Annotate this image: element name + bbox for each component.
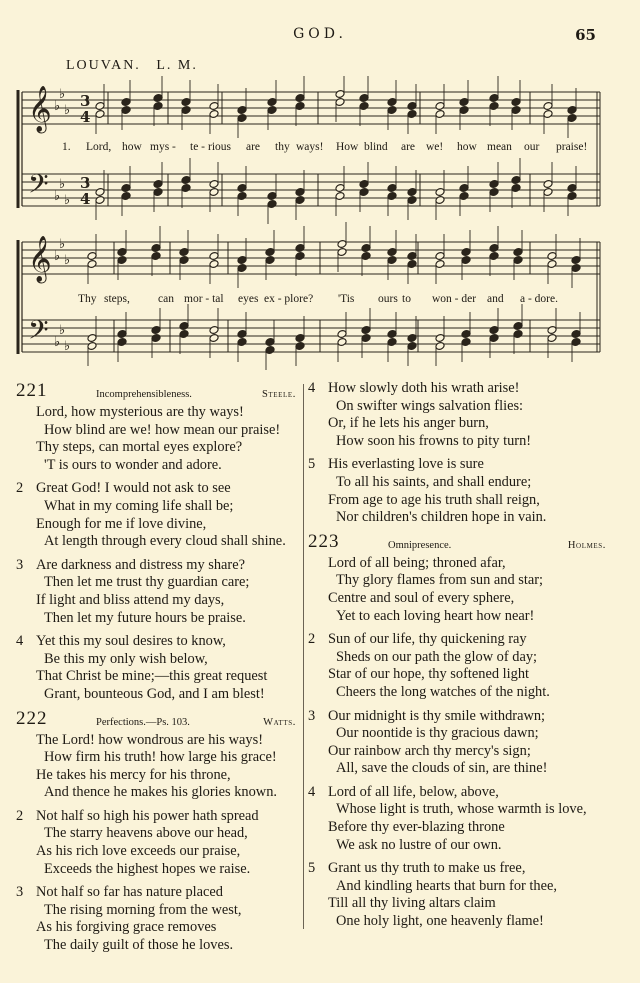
lyric-syllable: and [487, 293, 504, 305]
stanza [306, 631, 610, 701]
verse-line: Our noontide is thy gracious dawn; [336, 725, 539, 742]
verse-line: Thy glory flames from sun and star; [336, 572, 544, 589]
flat-icon: ♭ [54, 335, 61, 350]
note-head [547, 260, 557, 269]
verse-line: Grant, bounteous God, and I am blest! [44, 685, 265, 702]
note-head [265, 256, 275, 265]
note-head [267, 200, 277, 209]
note-head [387, 192, 397, 201]
note-head [295, 188, 305, 197]
flat-icon: ♭ [54, 249, 61, 264]
note-head [547, 334, 557, 343]
note-head [295, 244, 305, 253]
lyrics-row-2 [78, 293, 558, 305]
note-head [153, 180, 163, 189]
flat-icon: ♭ [59, 87, 66, 102]
verse-line: Or, if he lets his anger burn, [328, 415, 489, 432]
treble-clef-icon: 𝄞 [28, 236, 52, 282]
verse-line: Thy steps, can mortal eyes explore? [36, 439, 243, 456]
note-head [337, 248, 347, 257]
verse-number: 3 [16, 884, 24, 901]
note-head [335, 98, 345, 107]
lyric-syllable: te - [190, 141, 206, 153]
flat-icon: ♭ [64, 253, 71, 268]
note-head [267, 98, 277, 107]
verse-line: On swifter wings salvation flies: [336, 397, 524, 414]
note-head [337, 240, 347, 249]
note-head [513, 248, 523, 257]
note-head [179, 256, 189, 265]
verse-line: Lord of all life, below, above, [328, 783, 499, 800]
verse-line: To all his saints, and shall endure; [336, 473, 532, 490]
verse-line: From age to age his truth shall reign, [328, 491, 540, 508]
verse-line: The Lord! how wondrous are his ways! [36, 731, 263, 748]
note-head [267, 106, 277, 115]
note-head [295, 102, 305, 111]
lyric-syllable: can [158, 293, 174, 305]
note-head [237, 256, 247, 265]
verse-number: 3 [16, 556, 24, 573]
verse-line: How firm his truth! how large his grace! [44, 749, 277, 766]
time-signature: 3 [80, 92, 91, 110]
lyrics-row-1 [62, 141, 587, 153]
verse-line: All, save the clouds of sin, are thine! [336, 760, 548, 777]
note-head [435, 334, 445, 343]
note-head [359, 188, 369, 197]
lyric-syllable: mean [487, 141, 512, 153]
note-head [237, 338, 247, 347]
verse-line: The daily guilt of those he loves. [44, 937, 234, 954]
note-head [513, 322, 523, 331]
verse-number: 5 [308, 456, 316, 473]
note-head [407, 260, 417, 269]
note-head [95, 196, 105, 205]
hymn-author: Holmes. [567, 539, 606, 551]
note-head [121, 106, 131, 115]
verse-line: As his forgiving grace removes [36, 919, 217, 936]
note-head [407, 334, 417, 343]
lyric-syllable: ex - plore? [264, 293, 314, 305]
stanza [306, 784, 610, 854]
verse-line: Yet this my soul desires to know, [36, 633, 226, 650]
note-head [459, 98, 469, 107]
note-head [435, 188, 445, 197]
stanza [14, 884, 300, 954]
lyric-syllable: mor - tal [184, 293, 224, 305]
note-head [117, 338, 127, 347]
note-head [359, 180, 369, 189]
lyric-syllable: 'Tis [338, 293, 355, 305]
note-head [513, 330, 523, 339]
flat-icon: ♭ [64, 339, 71, 354]
bass-clef-icon: 𝄢 [28, 314, 49, 352]
flat-icon: ♭ [64, 103, 71, 118]
page-number: 65 [575, 26, 596, 44]
note-head [511, 184, 521, 193]
note-head [543, 180, 553, 189]
lyric-syllable: praise! [556, 141, 588, 153]
lyric-syllable: a - dore. [520, 293, 558, 305]
note-head [295, 334, 305, 343]
note-head [547, 252, 557, 261]
note-head [567, 114, 577, 123]
note-head [265, 346, 275, 355]
verse-line: Exceeds the highest hopes we raise. [44, 860, 251, 877]
hymn-number: 223 [308, 530, 340, 552]
note-head [237, 106, 247, 115]
verse-line: His everlasting love is sure [328, 456, 484, 473]
verse-line: Grant us thy truth to make us free, [328, 860, 526, 877]
verse-line: The rising morning from the west, [44, 901, 242, 918]
verse-line: If light and bliss attend my days, [36, 591, 225, 608]
verse-line: Whose light is truth, whose warmth is love, [336, 801, 587, 818]
verse-line: Centre and soul of every sphere, [328, 589, 515, 606]
lyric-syllable: How [336, 141, 359, 153]
lyric-syllable: blind [364, 141, 388, 153]
verse-line: What in my coming life shall be; [44, 497, 234, 514]
note-head [209, 180, 219, 189]
note-head [513, 256, 523, 265]
note-head [461, 248, 471, 257]
lyric-syllable: we! [426, 141, 444, 153]
note-head [459, 192, 469, 201]
stanza [306, 555, 610, 625]
hymn-heading [14, 382, 300, 404]
note-head [181, 106, 191, 115]
hymn-heading [306, 530, 610, 555]
note-head [121, 98, 131, 107]
note-head [571, 330, 581, 339]
note-head [361, 334, 371, 343]
lyric-syllable: how [122, 141, 142, 153]
note-head [489, 326, 499, 335]
note-head [209, 102, 219, 111]
note-head [117, 256, 127, 265]
note-head [543, 110, 553, 119]
note-head [407, 188, 417, 197]
note-head [87, 342, 97, 351]
note-head [489, 102, 499, 111]
verse-line: Our midnight is thy smile withdrawn; [328, 707, 546, 724]
hymn-number: 222 [16, 707, 48, 729]
note-head [337, 330, 347, 339]
verse-line: At length through every cloud shall shine. [44, 533, 286, 550]
verse-line: 'T is ours to wonder and adore. [44, 456, 222, 473]
lyric-syllable: Lord, [86, 141, 112, 153]
hymn-subject: Omnipresence. [388, 539, 452, 551]
note-head [181, 184, 191, 193]
stanza [14, 633, 300, 703]
verse-line: Not half so high his power hath spread [36, 807, 259, 824]
note-head [153, 102, 163, 111]
time-signature: 4 [80, 190, 91, 208]
note-head [511, 106, 521, 115]
stanza [14, 480, 300, 550]
note-head [181, 98, 191, 107]
stanza [306, 380, 610, 450]
note-head [435, 110, 445, 119]
note-head [151, 326, 161, 335]
verse-line: Nor children's children hope in vain. [336, 509, 547, 526]
note-head [209, 188, 219, 197]
note-head [237, 264, 247, 273]
time-signature: 4 [80, 108, 91, 126]
verse-line: Till all thy living altars claim [328, 895, 496, 912]
stanza [306, 456, 610, 526]
verse-line: Great God! I would not ask to see [36, 480, 231, 497]
note-head [489, 188, 499, 197]
stanza [14, 732, 300, 802]
note-head [547, 326, 557, 335]
note-head [209, 326, 219, 335]
verse-number: 4 [308, 380, 316, 396]
note-head [335, 192, 345, 201]
note-head [461, 256, 471, 265]
verse-line: Before thy ever-blazing throne [328, 819, 505, 836]
note-head [95, 102, 105, 111]
note-head [209, 110, 219, 119]
note-head [387, 338, 397, 347]
verse-number: 4 [16, 633, 24, 650]
note-head [237, 184, 247, 193]
stanza [14, 557, 300, 627]
note-head [295, 342, 305, 351]
note-head [179, 248, 189, 257]
note-head [567, 184, 577, 193]
note-head [151, 334, 161, 343]
tune-meter: L. M. [156, 58, 198, 73]
note-head [335, 90, 345, 99]
verse-line: Not half so far has nature placed [36, 884, 224, 901]
note-head [435, 252, 445, 261]
note-head [295, 94, 305, 103]
verse-number: 2 [16, 807, 24, 824]
flat-icon: ♭ [54, 189, 61, 204]
note-head [407, 342, 417, 351]
note-head [117, 248, 127, 257]
note-head [179, 330, 189, 339]
verse-line: Star of our hope, thy softened light [328, 666, 530, 683]
note-head [209, 252, 219, 261]
note-head [407, 252, 417, 261]
verse-line: One holy light, one heavenly flame! [336, 913, 544, 930]
lyric-syllable: eyes [238, 293, 259, 305]
lyric-syllable: Thy [78, 293, 97, 305]
note-head [151, 252, 161, 261]
verse-line: And thence he makes his glories known. [44, 784, 277, 801]
note-head [121, 184, 131, 193]
note-head [511, 176, 521, 185]
verse-line: Sun of our life, thy quickening ray [328, 631, 527, 648]
stanza [14, 808, 300, 878]
verse-line: Cheers the long watches of the night. [336, 683, 550, 700]
note-head [387, 98, 397, 107]
note-head [87, 334, 97, 343]
verse-number: 2 [16, 480, 24, 497]
note-head [489, 252, 499, 261]
lyric-syllable: won - der [432, 293, 477, 305]
note-head [209, 260, 219, 269]
note-head [265, 248, 275, 257]
note-head [237, 192, 247, 201]
note-head [267, 192, 277, 201]
lyric-syllable: are [246, 141, 261, 153]
column-divider [303, 384, 304, 929]
verse-number: 2 [308, 631, 316, 648]
note-head [361, 326, 371, 335]
hymn-heading [14, 707, 300, 732]
note-head [151, 244, 161, 253]
verse-number: 3 [308, 707, 316, 724]
lyric-syllable: steps, [104, 293, 130, 305]
time-signature: 3 [80, 174, 91, 192]
flat-icon: ♭ [64, 193, 71, 208]
note-head [337, 338, 347, 347]
flat-icon: ♭ [59, 177, 66, 192]
verse-line: We ask no lustre of our own. [336, 836, 502, 853]
note-head [181, 176, 191, 185]
note-head [387, 106, 397, 115]
lyric-syllable: to [402, 293, 411, 305]
flat-icon: ♭ [59, 237, 66, 252]
note-head [407, 102, 417, 111]
note-head [543, 188, 553, 197]
lyric-syllable: are [401, 141, 416, 153]
note-head [295, 196, 305, 205]
note-head [117, 330, 127, 339]
note-head [335, 184, 345, 193]
verse-line: Enough for me if love divine, [36, 515, 207, 532]
note-head [87, 260, 97, 269]
stanza [306, 860, 610, 930]
verse-number: 5 [308, 860, 316, 877]
note-head [461, 338, 471, 347]
lyric-syllable: thy [275, 141, 290, 153]
verse-line: Then let me trust thy guardian care; [44, 574, 250, 591]
note-head [543, 102, 553, 111]
note-head [571, 264, 581, 273]
note-head [295, 252, 305, 261]
left-column [14, 380, 300, 961]
flat-icon: ♭ [54, 99, 61, 114]
note-head [489, 180, 499, 189]
note-head [361, 244, 371, 253]
verse-line: Our rainbow arch thy mercy's sign; [328, 742, 531, 759]
note-head [489, 94, 499, 103]
note-head [153, 188, 163, 197]
note-head [459, 184, 469, 193]
note-head [407, 110, 417, 119]
tune-title [66, 58, 198, 74]
verse-line: How blind are we! how mean our praise! [44, 421, 281, 438]
verse-line: As his rich love exceeds our praise, [36, 843, 241, 860]
hymn-subject: Perfections.—Ps. 103. [96, 716, 190, 728]
verse-line: Sheds on our path the glow of day; [336, 648, 538, 665]
lyric-syllable: how [457, 141, 477, 153]
hymn-number: 221 [16, 380, 48, 401]
lyric-syllable: mys - [150, 141, 176, 153]
verse-line: The starry heavens above our head, [44, 825, 248, 842]
verse-line: Lord of all being; throned afar, [328, 554, 506, 571]
verse-line: Yet to each loving heart how near! [336, 607, 535, 624]
lyric-syllable: our [524, 141, 540, 153]
page-header [0, 26, 640, 46]
verse-line: How soon his frowns to pity turn! [336, 432, 532, 449]
note-head [237, 114, 247, 123]
note-head [459, 106, 469, 115]
note-head [359, 102, 369, 111]
note-head [387, 248, 397, 257]
note-head [461, 330, 471, 339]
verse-line: That Christ be mine;—this great request [36, 668, 268, 685]
lyric-syllable: rious [208, 141, 231, 153]
hymn-subject: Incomprehensibleness. [96, 389, 192, 400]
note-head [489, 334, 499, 343]
note-head [571, 338, 581, 347]
note-head [265, 338, 275, 347]
note-head [435, 260, 445, 269]
note-head [95, 110, 105, 119]
music-score [0, 76, 640, 372]
running-title: GOD. [293, 26, 347, 42]
note-head [387, 184, 397, 193]
right-column [306, 380, 610, 937]
stanza [14, 404, 300, 474]
note-head [435, 102, 445, 111]
verse-line: He takes his mercy for his throne, [36, 766, 231, 783]
note-head [571, 256, 581, 265]
flat-icon: ♭ [59, 323, 66, 338]
note-head [179, 322, 189, 331]
bass-clef-icon: 𝄢 [28, 168, 49, 206]
note-head [237, 330, 247, 339]
verse-line: Are darkness and distress my share? [36, 556, 246, 573]
note-head [407, 196, 417, 205]
note-head [387, 330, 397, 339]
lyric-syllable: 1. [62, 141, 71, 153]
note-head [121, 192, 131, 201]
tune-name: LOUVAN. [66, 58, 141, 73]
note-head [435, 342, 445, 351]
note-head [489, 244, 499, 253]
verse-line: Lord, how mysterious are thy ways! [36, 404, 244, 420]
hymn-author: Steele. [261, 389, 296, 400]
verse-line: Then let my future hours be praise. [44, 609, 246, 626]
hymn-author: Watts. [263, 716, 296, 728]
note-head [209, 334, 219, 343]
verse-line: Be this my only wish below, [44, 650, 208, 667]
note-head [87, 252, 97, 261]
note-head [567, 106, 577, 115]
lyric-syllable: ours [378, 293, 398, 305]
note-head [567, 192, 577, 201]
note-head [387, 256, 397, 265]
verse-line: And kindling hearts that burn for thee, [336, 877, 558, 894]
treble-clef-icon: 𝄞 [28, 86, 52, 132]
stanza [306, 708, 610, 778]
note-head [153, 94, 163, 103]
note-head [511, 98, 521, 107]
note-head [95, 188, 105, 197]
note-head [361, 252, 371, 261]
note-head [359, 94, 369, 103]
lyric-syllable: ways! [296, 141, 324, 153]
note-head [435, 196, 445, 205]
verse-line: How slowly doth his wrath arise! [328, 380, 520, 396]
verse-number: 4 [308, 783, 316, 800]
